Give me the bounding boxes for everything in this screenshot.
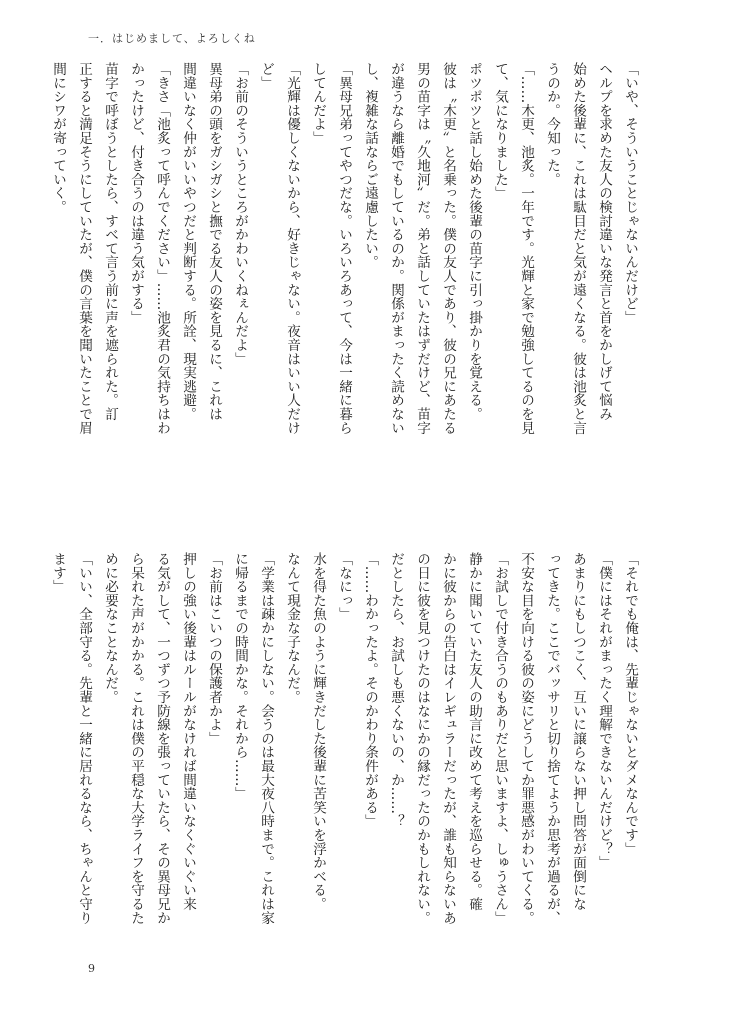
text-line: だとしたら、お試しも悪くないの、か……？ — [388, 552, 404, 828]
text-line: かったけど、付き合うのは違う気がする」 — [128, 62, 144, 325]
text-line: あまりにもしつこく、互いに譲らない押し問答が面倒にな — [570, 552, 586, 911]
text-line: 間違いなく仲がいいやつだと判断する。所詮、現実逃避。 — [180, 62, 196, 421]
running-header-chapter-title: 一．はじめまして、よろしくね — [88, 32, 256, 45]
text-line: 間にシワが寄っていく。 — [50, 62, 66, 214]
text-line: ポツポツと話し始めた後輩の苗字に引っ掛かりを覚える。 — [466, 62, 482, 421]
text-line: 「学業は疎かにしない。会うのは最大夜八時まで。これは家 — [258, 552, 274, 925]
text-line: ヘルプを求めた友人の検討違いな発言と首をかしげて悩み — [596, 62, 612, 421]
text-line: 「なにっ」 — [336, 552, 352, 621]
text-line: 「お前のそういうところがかわいくねぇんだよ」 — [232, 62, 248, 366]
page-number: 9 — [88, 962, 95, 975]
text-line: ってきた。ここでバッサリと切り捨てようか思考が過るが、 — [544, 552, 560, 925]
text-line: 「いや、そういうことじゃないんだけど」 — [622, 62, 638, 325]
text-line: 「……木更、池炙。一年です。光輝と家で勉強してるのを見 — [518, 62, 534, 435]
text-line: 「お試しで付き合うのもありだと思いますよ、しゅうさん」 — [492, 552, 508, 925]
text-line: 「異母兄弟ってやつだな。いろいろあって、今は一緒に暮ら — [336, 62, 352, 435]
text-line: の日に彼を見つけたのはなにかの縁だったのかもしれない。 — [414, 552, 430, 925]
text-line: うのか。今知った。 — [544, 62, 560, 187]
text-line: る気がして、一つずつ予防線を張っていたら、その異母兄か — [154, 552, 170, 925]
text-line: 不安な目を向ける彼の姿にどうしてか罪悪感がわいてくる。 — [518, 552, 534, 925]
text-line: してんだよ」 — [310, 62, 326, 145]
text-line: 「いい、全部守る。先輩と一緒に居れるなら、ちゃんと守り — [76, 552, 92, 925]
text-line: 「光輝は優しくないから、好きじゃない。夜音はいい人だけ — [284, 62, 300, 435]
text-line: 水を得た魚のように輝きだした後輩に苦笑いを浮かべる。 — [310, 552, 326, 911]
text-line: ます」 — [50, 552, 66, 594]
text-line: 「お前はこいつの保護者かよ」 — [206, 552, 222, 746]
text-line: 押しの強い後輩はルールがなければ間違いなくぐいぐい来 — [180, 552, 196, 911]
text-line: 正すると満足そうにしていたが、僕の言葉を聞いたことで眉 — [76, 62, 92, 435]
text-line: かに彼からの告白はイレギュラーだったが、誰も知らないあ — [440, 552, 456, 925]
text-block-bottom — [50, 552, 643, 952]
text-line: に帰るまでの時間かな。それから……」 — [232, 552, 248, 801]
text-line: ら呆れた声がかかる。これは僕の平穏な大学ライフを守るた — [128, 552, 144, 925]
text-line: なんて現金な子なんだ。 — [284, 552, 300, 704]
text-line: 「僕にはそれがまったく理解できないんだけど？」 — [596, 552, 612, 870]
text-line: ど」 — [258, 62, 274, 90]
text-line: 「それでも俺は、先輩じゃないとダメなんです」 — [622, 552, 638, 856]
text-line: が違うなら離婚でもしているのか。関係がまったく読めない — [388, 62, 404, 435]
text-block-top — [50, 62, 643, 502]
text-line: 苗字で呼ぼうとしたら、すべて言う前に声を遮られた。訂 — [102, 62, 118, 421]
text-line: 静かに聞いていた友人の助言に改めて考えを巡らせる。確 — [466, 552, 482, 911]
text-line: 男の苗字は〝久地河〟だ。弟と話していたはずだけど、苗字 — [414, 62, 430, 435]
text-line: 「……わかったよ。そのかわり条件がある」 — [362, 552, 378, 828]
text-line: 始めた後輩に、これは駄目だと気が遠くなる。彼は池炙と言 — [570, 62, 586, 435]
text-line: 彼は〝木更〟と名乗った。僕の友人であり、彼の兄にあたる — [440, 62, 456, 435]
text-line: し、複雑な話ならご遠慮したい。 — [362, 62, 378, 269]
text-line: めに必要なことなんだ。 — [102, 552, 118, 704]
text-line: 異母弟の頭をガシガシと撫でる友人の姿を見るに、これは — [206, 62, 222, 421]
text-line: 「きさ「池炙って呼んでください」……池炙君の気持ちはわ — [154, 62, 170, 435]
text-line: て、気になりました」 — [492, 62, 508, 200]
